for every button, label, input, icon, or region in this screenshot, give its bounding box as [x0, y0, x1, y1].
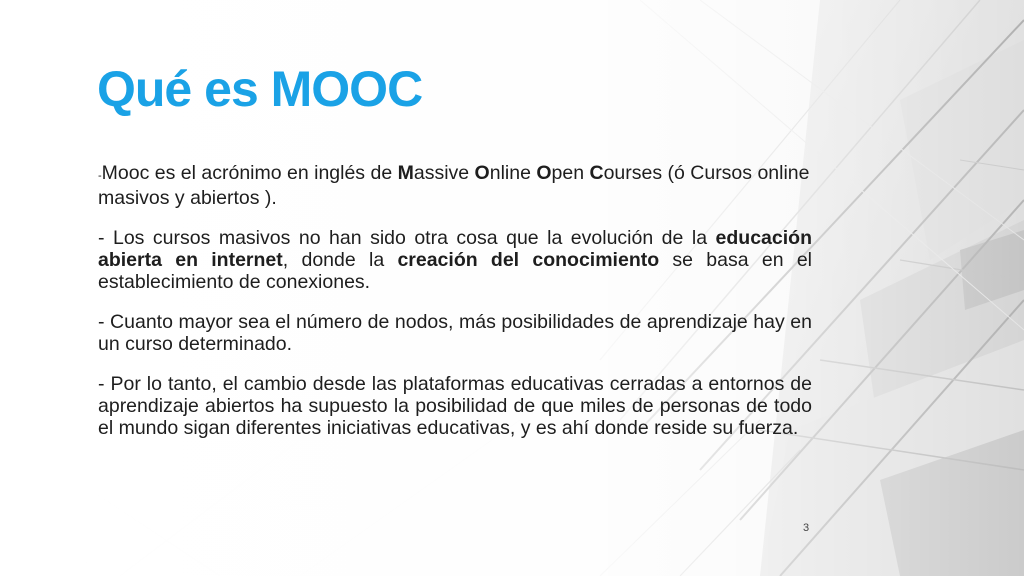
bold-text: creación del conocimiento [397, 249, 660, 271]
slide-body [98, 162, 812, 457]
text-segment: ourses (ó Cursos online masivos y abiertos ). [98, 162, 810, 209]
text-segment: assive [413, 162, 475, 184]
bold-text: O [474, 162, 490, 184]
bullet-paragraph [98, 227, 812, 293]
slide-title: Qué es MOOC [97, 61, 423, 117]
text-segment: se basa en el establecimiento de conexiones. [98, 249, 813, 293]
bold-text: educación abierta en internet [98, 227, 812, 271]
bullet-paragraph [98, 311, 812, 355]
bold-text: O [536, 162, 552, 184]
text-segment: , donde la [282, 249, 398, 271]
text-segment: pen [551, 162, 590, 184]
text-segment: - Por lo tanto, el cambio desde las plataformas educativas cerradas a entornos de aprendizaje abiertos ha supuesto la posibilidad de que miles de personas de todo el mundo sigan diferentes iniciativas educativas, y es ahí donde reside su fuerza. [98, 373, 812, 439]
bullet-paragraph [98, 162, 812, 209]
bold-text: M [397, 162, 414, 184]
page-number: 3 [803, 522, 810, 534]
text-segment: nline [489, 162, 537, 184]
text-segment: - Cuanto mayor sea el número de nodos, más posibilidades de aprendizaje hay en un curso determinado. [98, 311, 812, 355]
bold-text: C [589, 162, 604, 184]
text-segment: - Los cursos masivos no han sido otra cosa que la evolución de la [98, 227, 716, 249]
text-segment: - [98, 170, 102, 182]
bullet-paragraph [98, 373, 812, 439]
text-segment: Mooc es el acrónimo en inglés de [101, 162, 398, 184]
